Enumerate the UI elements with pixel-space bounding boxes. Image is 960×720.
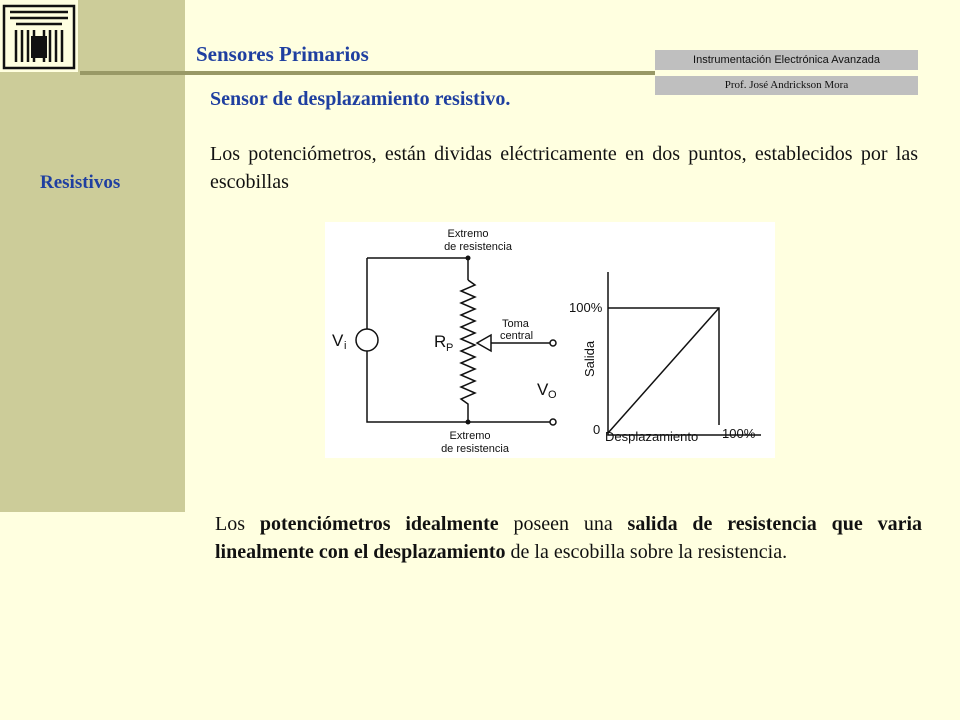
wiper-label-line2: central [500, 330, 534, 342]
top-label-line2: de resistencia [444, 241, 512, 253]
graph-axes [608, 272, 761, 435]
bottom-terminal [550, 419, 556, 425]
graph-x-max: 100% [722, 426, 756, 441]
graph-limit-lines [608, 308, 719, 425]
conclusion-paragraph [215, 510, 922, 566]
source-symbol: V [332, 331, 344, 350]
output-subscript: O [548, 389, 557, 401]
output-symbol: V [537, 380, 549, 399]
bottom-node [466, 420, 471, 425]
wiper-label-line1: Toma [502, 318, 529, 330]
course-label: Instrumentación Electrónica Avanzada [655, 50, 918, 70]
section-subtitle: Sensor de desplazamiento resistivo. [210, 88, 511, 110]
conclusion-text-1: Los [215, 513, 260, 535]
conclusion-text-3: de la escobilla sobre la resistencia. [505, 541, 788, 563]
resistor-symbol: R [434, 332, 447, 351]
header-rule [80, 71, 655, 75]
top-wire [367, 258, 468, 280]
sidebar-section-label: Resistivos [40, 172, 121, 193]
bottom-label-line2: de resistencia [441, 443, 509, 455]
graph-y-min: 0 [593, 422, 601, 437]
conclusion-bold-1: potenciómetros idealmente [259, 513, 499, 535]
potentiometer-diagram [325, 222, 775, 458]
wiper-terminal [550, 340, 556, 346]
page-title: Sensores Primarios [196, 42, 369, 66]
bottom-label-line1: Extremo [449, 430, 491, 442]
resistor-zigzag [461, 280, 475, 410]
resistor-subscript: P [446, 342, 454, 354]
institution-logo [0, 0, 78, 72]
sidebar [0, 0, 185, 512]
professor-label: Prof. José Andrickson Mora [655, 76, 918, 95]
source-subscript: i [344, 340, 347, 352]
intro-paragraph: Los potenciómetros, están dividas eléctricamente en dos puntos, establecidos por las escobillas [210, 143, 918, 193]
graph-y-max: 100% [569, 300, 603, 315]
wiper-arrow [477, 335, 491, 351]
conclusion-bold-2: salida de resistencia que varia linealmente con el desplazamiento [215, 513, 923, 563]
graph-x-axis-label: Desplazamiento [605, 429, 699, 444]
top-label-line1: Extremo [447, 228, 489, 240]
conclusion-text-2: poseen una [498, 513, 628, 535]
top-node [466, 256, 471, 261]
left-wire [367, 258, 468, 422]
graph-linear-response [608, 308, 719, 433]
graph-y-axis-label: Salida [582, 340, 597, 377]
source-circle [356, 329, 378, 351]
